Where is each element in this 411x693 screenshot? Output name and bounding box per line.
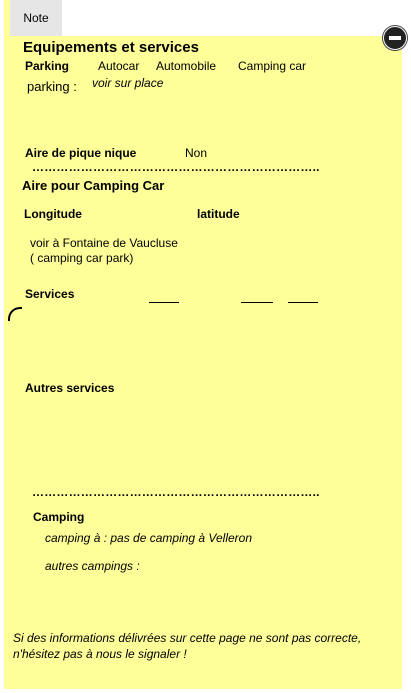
camping-car-area-title: Aire pour Camping Car <box>22 178 165 193</box>
parking-col-automobile: Automobile <box>156 59 217 73</box>
camping-car-info-line1: voir à Fontaine de Vaucluse <box>30 236 178 250</box>
parking-col-autocar: Autocar <box>98 59 140 73</box>
longitude-label: Longitude <box>24 207 82 221</box>
services-label: Services <box>25 287 75 301</box>
section-title: Equipements et services <box>23 39 199 56</box>
camping-car-info-line2: ( camping car park) <box>30 251 134 265</box>
parking-field-label: parking : <box>27 79 77 94</box>
other-campings: autres campings : <box>45 559 140 573</box>
note-tab[interactable]: Note <box>10 0 62 36</box>
info-panel <box>4 0 402 689</box>
footer-line2: n'hésitez pas à nous le signaler ! <box>13 647 187 661</box>
services-underline-3 <box>288 302 318 303</box>
services-underline-2 <box>241 302 273 303</box>
footer-line1: Si des informations délivrées sur cette page ne sont pas correcte, <box>13 631 362 645</box>
separator-dots-2: …………………………………………………………….. <box>32 485 320 499</box>
parking-col-camping-car: Camping car <box>238 59 307 73</box>
camping-at: camping à : pas de camping à Velleron <box>45 531 253 545</box>
other-services-label: Autres services <box>25 381 115 395</box>
note-strip <box>62 0 402 36</box>
picnic-label: Aire de pique nique <box>25 146 137 160</box>
parking-label: Parking <box>25 59 70 73</box>
camping-label: Camping <box>33 510 85 524</box>
latitude-label: latitude <box>197 207 240 221</box>
picnic-value: Non <box>185 146 208 160</box>
separator-dots: …………………………………………………………….. <box>32 160 320 174</box>
parking-field-value: voir sur place <box>92 76 164 90</box>
collapse-minus-icon[interactable] <box>383 26 407 50</box>
services-underline-1 <box>149 302 179 303</box>
